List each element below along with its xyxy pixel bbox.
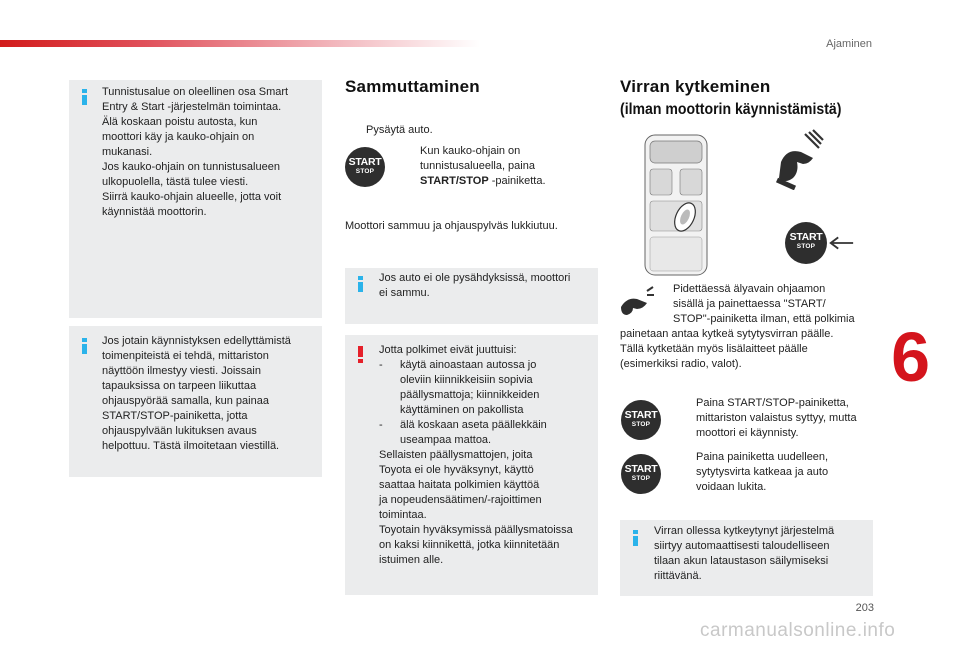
step-line-tail: -painiketta. xyxy=(488,175,546,187)
box-line: tilaan akun lataustason säilymiseksi xyxy=(654,555,829,567)
step-stop-car xyxy=(345,123,595,138)
warning-line: on kaksi kiinnikettä, jotka kiinnitetään xyxy=(379,539,560,551)
desc-line: sisällä ja painettaessa "START/ xyxy=(673,298,826,310)
watermark: carmanualsonline.info xyxy=(700,620,896,641)
box-line: Virran ollessa kytkeytynyt järjestelmä xyxy=(654,525,835,537)
start-stop-bold: START/STOP xyxy=(420,175,489,187)
step-line: Paina painiketta uudelleen, xyxy=(696,451,829,463)
warning-line: käytä ainoastaan autossa jo xyxy=(400,359,537,371)
warning-line: toimintaa. xyxy=(379,509,427,521)
warning-line: oleviin kiinnikkeisiin sopivia xyxy=(400,374,533,386)
warning-line: Toyota ei ole hyväksynyt, käyttö xyxy=(379,464,534,476)
step-line: mittariston valaistus syttyy, mutta xyxy=(696,412,857,424)
warning-line: Toyotain hyväksymissä päällysmatoissa xyxy=(379,524,573,536)
info-box-not-stopped xyxy=(345,268,598,324)
page-number: 203 xyxy=(855,602,874,614)
warning-intro: Jotta polkimet eivät juuttuisi: xyxy=(379,344,517,356)
start-stop-button-icon xyxy=(621,400,661,440)
button-label-start: START xyxy=(624,409,658,421)
box-line: START/STOP-painiketta, jotta xyxy=(102,410,248,422)
box-line: käynnistää moottorin. xyxy=(102,206,207,218)
warning-line: päällysmattoja; kiinnikkeiden xyxy=(400,389,540,401)
desc-line: painetaan antaa kytkeä sytytysvirran päälle. xyxy=(620,328,834,340)
header-color-bar xyxy=(0,40,480,47)
box-line: Entry & Start -järjestelmän toimintaa. xyxy=(102,101,282,113)
button-label-stop: STOP xyxy=(631,475,651,482)
box-line: ohjauspyörää samalla, kun painaa xyxy=(102,395,269,407)
step-press-again xyxy=(675,450,885,495)
info-icon xyxy=(633,530,638,546)
hand-pressing-icon xyxy=(775,128,825,190)
warning-line: saattaa haitata polkimien käyttöä xyxy=(379,479,540,491)
box-line: moottori käy ja kauko-ohjain on xyxy=(102,131,255,143)
box-line: riittävänä. xyxy=(654,570,702,582)
dash-marker: - xyxy=(379,359,383,371)
box-line: Jos jotain käynnistyksen edellyttämistä xyxy=(102,335,291,347)
info-icon xyxy=(82,338,87,354)
warning-item-1 xyxy=(379,358,592,373)
box-line: ei sammu. xyxy=(379,287,430,299)
box-line: siirtyy automaattisesti taloudelliseen xyxy=(654,540,830,552)
warning-box-pedals xyxy=(345,335,598,595)
button-label-stop: STOP xyxy=(631,421,651,428)
info-icon xyxy=(82,89,87,105)
warning-line: käyttäminen on pakollista xyxy=(400,404,524,416)
step-press-button xyxy=(399,144,599,189)
button-label-start: START xyxy=(348,156,382,168)
info-box-detection-zone xyxy=(69,80,322,318)
box-line: Jos auto ei ole pysähdyksissä, moottori xyxy=(379,272,571,284)
stop-result-text: Moottori sammuu ja ohjauspylväs lukkiutuu. xyxy=(345,220,558,232)
section-title-stopping: Sammuttaminen xyxy=(345,77,480,96)
section-subtitle: (ilman moottorin käynnistämistä) xyxy=(620,101,842,118)
car-top-view-illustration xyxy=(641,129,711,277)
warning-line: ja nopeudensäätimen/-rajoittimen xyxy=(379,494,542,506)
dash-marker: - xyxy=(379,419,383,431)
box-line: Siirrä kauko-ohjain alueelle, jotta voit xyxy=(102,191,282,203)
start-stop-button-icon xyxy=(345,147,385,187)
desc-line: (esimerkiksi radio, valot). xyxy=(620,358,742,370)
section-title: Ajaminen xyxy=(826,38,872,50)
box-line: tapauksissa on tarpeen liikuttaa xyxy=(102,380,257,392)
box-line: ohjauspylvään lukituksen avaus xyxy=(102,425,257,437)
button-label-stop: STOP xyxy=(355,168,375,175)
button-label-start: START xyxy=(789,231,823,243)
step-text: Pysäytä auto. xyxy=(366,124,433,136)
box-line: helpottuu. Tästä ilmoitetaan viestillä. xyxy=(102,440,280,452)
warning-line: älä koskaan aseta päällekkäin xyxy=(400,419,547,431)
box-line: näyttöön ilmestyy viesti. Joissain xyxy=(102,365,261,377)
step-line: Paina START/STOP-painiketta, xyxy=(696,397,849,409)
step-line: voidaan lukita. xyxy=(696,481,767,493)
start-stop-button-icon xyxy=(621,454,661,494)
warning-icon xyxy=(358,346,363,362)
warning-line: useampaa mattoa. xyxy=(400,434,492,446)
start-stop-button-icon xyxy=(785,222,827,264)
section-title-power-on: Virran kytkeminen xyxy=(620,77,771,96)
warning-item-2 xyxy=(379,418,592,433)
info-box-economy-mode xyxy=(620,520,873,596)
box-line: Jos kauko-ohjain on tunnistusalueen xyxy=(102,161,280,173)
chapter-number: 6 xyxy=(891,318,930,396)
box-line: ulkopuolella, tästä tulee viesti. xyxy=(102,176,249,188)
arrow-left-icon xyxy=(827,236,855,250)
box-line: Älä koskaan poistu autosta, kun xyxy=(102,116,258,128)
step-press-once xyxy=(675,396,885,441)
warning-line: istuimen alle. xyxy=(379,554,444,566)
desc-line: Pidettäessä älyavain ohjaamon xyxy=(673,283,826,295)
info-icon xyxy=(358,276,363,292)
desc-line: STOP"-painiketta ilman, että polkimia xyxy=(673,313,855,325)
step-line: moottori ei käynnisty. xyxy=(696,427,799,439)
warning-line: Sellaisten päällysmattojen, joita xyxy=(379,449,533,461)
step-line: sytytysvirta katkeaa ja auto xyxy=(696,466,829,478)
box-line: toimenpiteistä ei tehdä, mittariston xyxy=(102,350,269,362)
desc-line: Tällä kytketään myös lisälaitteet päälle xyxy=(620,343,808,355)
step-line: tunnistusalueella, paina xyxy=(420,160,535,172)
button-label-stop: STOP xyxy=(796,243,816,250)
box-line: Tunnistusalue on oleellinen osa Smart xyxy=(102,86,289,98)
info-box-start-conditions xyxy=(69,326,322,477)
power-on-description xyxy=(620,282,882,372)
step-line: Kun kauko-ohjain on xyxy=(420,145,521,157)
box-line: mukanasi. xyxy=(102,146,153,158)
button-label-start: START xyxy=(624,463,658,475)
